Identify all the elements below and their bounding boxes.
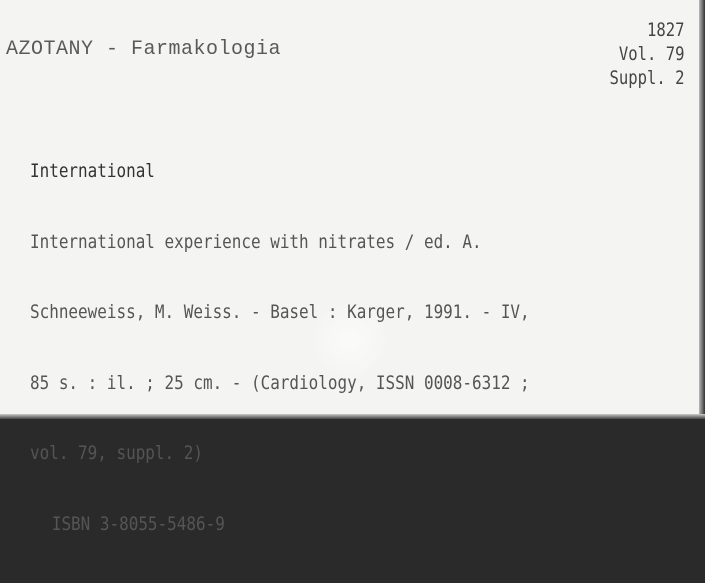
description-line: Schneeweiss, M. Weiss. - Basel : Karger, 1991. - IV, (30, 301, 530, 323)
call-number-line: 1827 (647, 19, 685, 41)
call-number-line: Vol. 79 (619, 43, 685, 65)
description-line: 85 s. : il. ; 25 cm. - (Cardiology, ISSN 0008-6312 ; (30, 371, 530, 394)
card-edge-shadow (699, 0, 705, 419)
call-number (610, 18, 685, 90)
description-line: International experience with nitrates / ed. A. (30, 230, 482, 253)
call-number-line: Suppl. 2 (609, 67, 685, 89)
card-edge-shadow (0, 414, 705, 419)
isbn: ISBN 3-8055-5486-9 (51, 512, 225, 535)
main-entry: International (30, 160, 155, 182)
bibliographic-record (30, 113, 530, 583)
subject-heading: AZOTANY - Farmakologia (6, 38, 282, 61)
description-line: vol. 79, suppl. 2) (30, 442, 203, 464)
